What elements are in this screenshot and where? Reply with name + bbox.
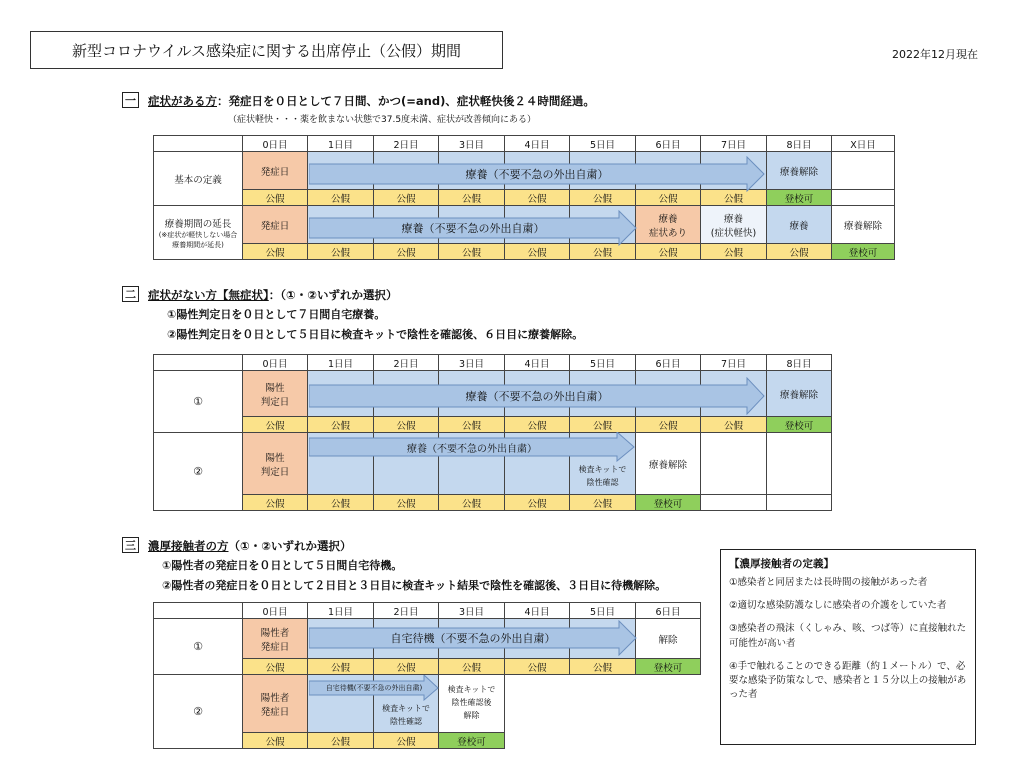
day-header: 4日目 (505, 603, 570, 619)
day-header: 4日目 (505, 355, 570, 371)
day-header: 0日目 (243, 603, 308, 619)
option-label: ② (154, 675, 243, 749)
arrow-home-standby: 自宅待機（不要不急の外出自粛） (309, 620, 637, 656)
day-header: 2日目 (374, 355, 439, 371)
test-cell: 検査キットで 陰性確認 (570, 433, 636, 495)
positive-day-cell: 陽性 判定日 (243, 371, 308, 417)
release-cell: 療養解除 (636, 433, 701, 495)
positive-day-cell: 陽性 判定日 (243, 433, 308, 495)
arrow-recuperation: 療養（不要不急の外出自粛） (309, 156, 765, 192)
school-ok-cell: 登校可 (767, 417, 832, 433)
test-cell: 検査キットで 陰性確認 (374, 675, 439, 733)
definition-item: ②適切な感染防護なしに感染者の介護をしていた者 (729, 600, 947, 611)
day-header: 6日目 (636, 355, 701, 371)
section1-header-row (154, 136, 895, 152)
section1-table: 0日目 1日目 2日目 3日目 4日目 5日目 6日目 7日目 8日目 X日目 基本の定義 発症日 療養解除 公假 公假 公假 公假 公假 公假 公假 公假 登校可 療養期間の延長 (※症状が軽快しない場合 療養期間が延長) 発症日 療養 症状あり 療養 (症状軽快) 療養 療養解除 公假 公假 公假 公假 公假 公假 公假 公假 公假 登校可 (153, 135, 895, 260)
day-header: 6日目 (636, 603, 701, 619)
day-header: 3日目 (439, 355, 505, 371)
school-ok-cell: 登校可 (767, 190, 832, 206)
section2-number: 二 (122, 286, 139, 302)
arrow-home-standby: 自宅待機(不要不急の外出自粛) (309, 675, 439, 701)
release-cell: 療養解除 (767, 152, 832, 190)
release-cell: 解除 (636, 619, 701, 659)
day-header: 8日目 (767, 355, 832, 371)
test-release-cell: 検査キットで 陰性確認後 解除 (439, 675, 505, 733)
day-header: 5日目 (570, 603, 636, 619)
section3-heading: 濃厚接触者の方（①・②いずれか選択） (148, 539, 352, 553)
row-label-extended: 療養期間の延長 (※症状が軽快しない場合 療養期間が延長) (154, 206, 243, 260)
day-header: 7日目 (701, 136, 767, 152)
onset-cell: 陽性者 発症日 (243, 675, 308, 733)
onset-cell: 発症日 (243, 206, 308, 244)
arrow-recuperation: 療養（不要不急の外出自粛） (309, 377, 765, 415)
day-header: 5日目 (570, 136, 636, 152)
section2-option2: ②陽性判定日を０日として５日目に検査キットで陰性を確認後、６日目に療養解除。 (167, 328, 584, 341)
section3-option2: ②陽性者の発症日を０日として２日目と３日目に検査キット結果で陰性を確認後、３日目に待機解除。 (162, 579, 667, 592)
definition-title: 【濃厚接触者の定義】 (729, 558, 834, 570)
section3-option1: ①陽性者の発症日を０日として５日間自宅待機。 (162, 559, 403, 572)
onset-cell: 陽性者 発症日 (243, 619, 308, 659)
school-ok-cell: 登校可 (636, 659, 701, 675)
section2-heading: 症状がない方【無症状】：（①・②いずれか選択） (148, 288, 398, 302)
symptom-cell: 療養 症状あり (636, 206, 701, 244)
page-title: 新型コロナウイルス感染症に関する出席停止（公假）期間 (30, 31, 503, 69)
option-label: ① (154, 371, 243, 433)
day-header: 1日目 (308, 136, 374, 152)
day-header: 0日目 (243, 136, 308, 152)
option-label: ② (154, 433, 243, 511)
onset-cell: 発症日 (243, 152, 308, 190)
day-header: 3日目 (439, 136, 505, 152)
definition-item: ④手で触れることのできる距離（約１メートル）で、必要な感染予防策なしで、感染者と１５分以上の接触があった者 (729, 660, 967, 701)
eased-cell: 療養 (症状軽快) (701, 206, 767, 244)
day-header: 5日目 (570, 355, 636, 371)
day-header: 0日目 (243, 355, 308, 371)
row-label-basic: 基本の定義 (154, 152, 243, 206)
option-label: ① (154, 619, 243, 675)
close-contact-definition-box (720, 549, 976, 745)
release-cell: 療養解除 (832, 206, 895, 244)
day-header: 3日目 (439, 603, 505, 619)
day-header: 2日目 (374, 603, 439, 619)
section3-table: 0日目 1日目 2日目 3日目 4日目 5日目 6日目 ① 陽性者 発症日 解除 公假 公假 公假 公假 公假 公假 登校可 ② 陽性者 発症日 検査キットで 陰性確認 検査キットで 陰性確認後 解除 公假 公假 公假 登校可 (153, 602, 701, 749)
release-cell: 療養解除 (767, 371, 832, 417)
day-header: 1日目 (308, 603, 374, 619)
section2-option1: ①陽性判定日を０日として７日間自宅療養。 (167, 308, 386, 321)
section1-number: 一 (122, 92, 139, 108)
definition-item: ③感染者の飛沫（くしゃみ、咳、つば等）に直接触れた可能性が高い者 (729, 623, 967, 649)
school-ok-cell: 登校可 (636, 495, 701, 511)
arrow-recuperation: 療養（不要不急の外出自粛） (309, 432, 635, 462)
section2-table: 0日目 1日目 2日目 3日目 4日目 5日目 6日目 7日目 8日目 ① 陽性 判定日 療養解除 公假 公假 公假 公假 公假 公假 公假 公假 登校可 ② 陽性 判定日 検査キットで 陰性確認 療養解除 公假 公假 公假 公假 公假 公假 登校可 (153, 354, 832, 511)
day-header: 6日目 (636, 136, 701, 152)
school-ok-cell: 登校可 (439, 733, 505, 749)
section1-note: （症状軽快・・・薬を飲まない状態で37.5度未満、症状が改善傾向にある） (228, 115, 537, 125)
arrow-recuperation: 療養（不要不急の外出自粛） (309, 210, 637, 246)
date-label: 2022年12月現在 (892, 48, 978, 61)
section3-number: 三 (122, 537, 139, 553)
day-header: X日目 (832, 136, 895, 152)
day-header: 2日目 (374, 136, 439, 152)
day-header: 7日目 (701, 355, 767, 371)
day-header: 1日目 (308, 355, 374, 371)
day-header: 8日目 (767, 136, 832, 152)
definition-item: ①感染者と同居または長時間の接触があった者 (729, 576, 928, 588)
day-header: 4日目 (505, 136, 570, 152)
school-ok-cell: 登校可 (832, 244, 895, 260)
section1-heading: 症状がある方：発症日を０日として７日間、かつ(=and)、症状軽快後２４時間経過。 (148, 94, 595, 108)
